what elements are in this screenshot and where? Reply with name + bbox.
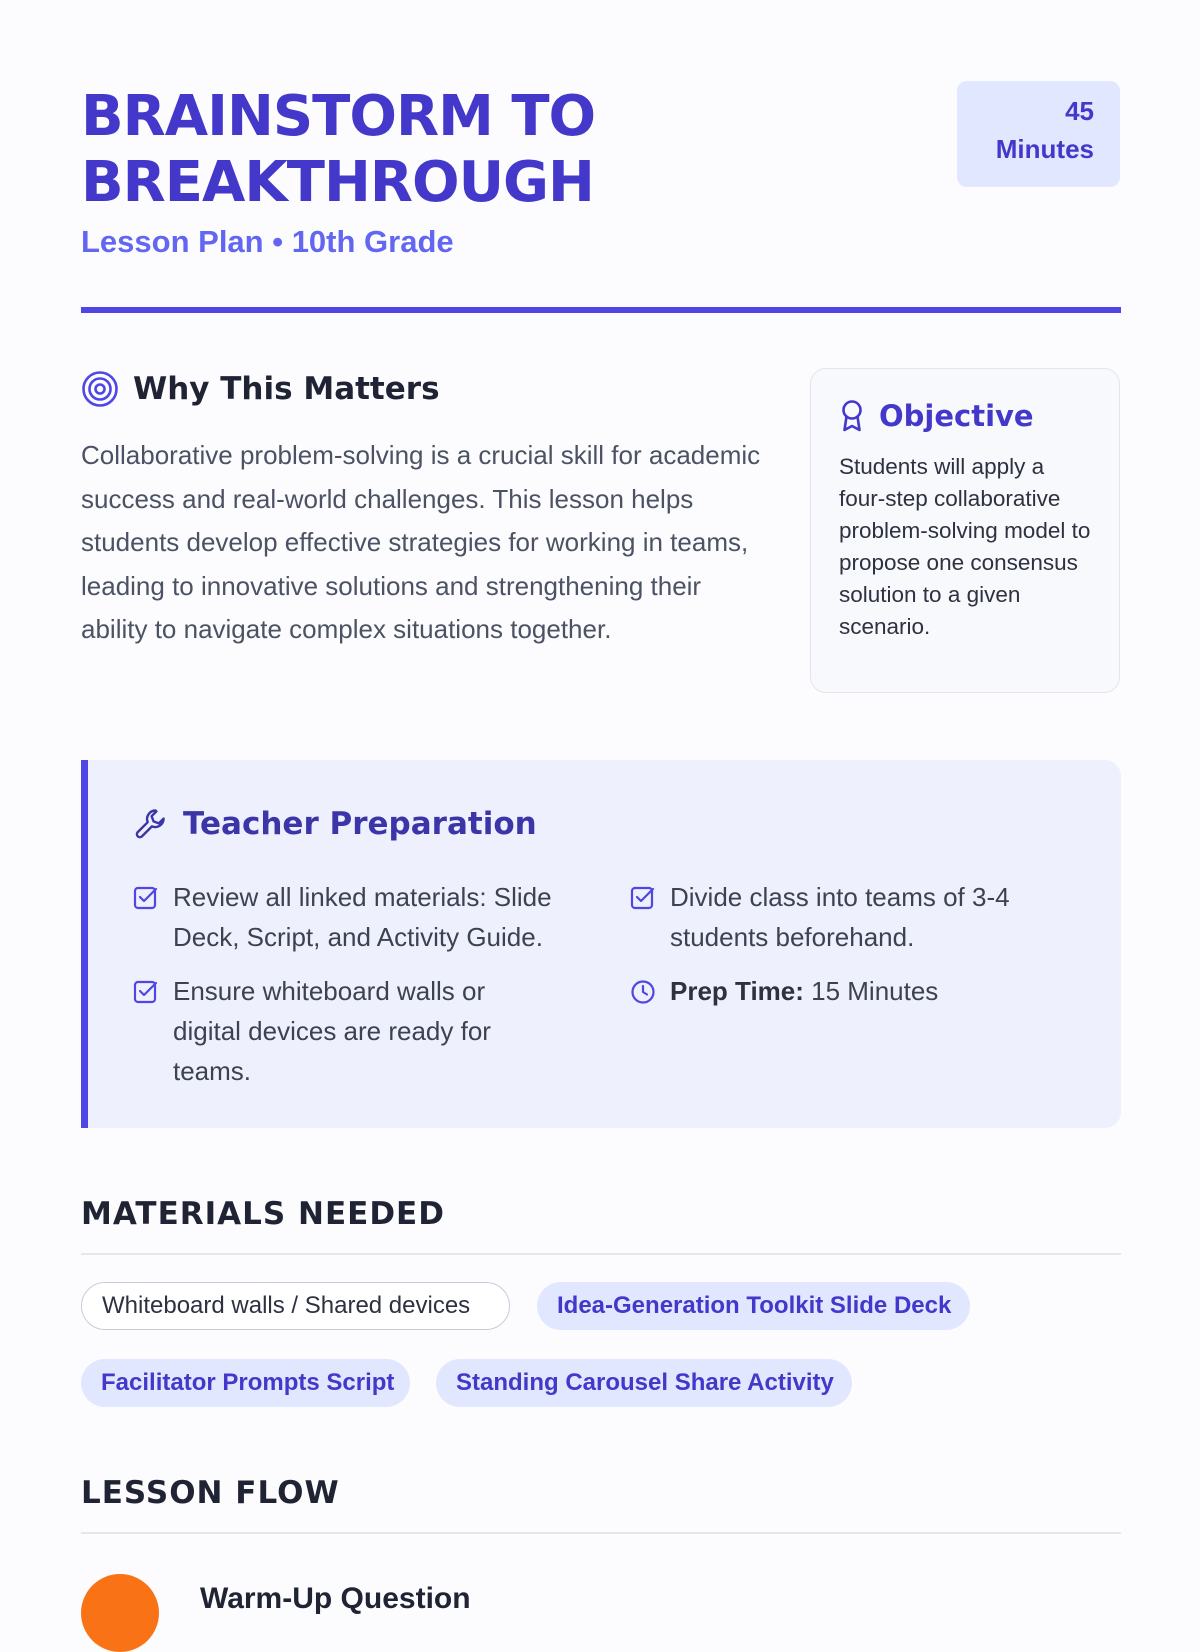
objective-heading-text: Objective — [879, 399, 1034, 433]
prep-item — [133, 971, 553, 1091]
objective-text: Students will apply a four-step collaborative problem-solving model to propose one consensus solution to a given scenario. — [839, 454, 1091, 639]
checkbox-icon — [133, 979, 159, 1005]
prep-item-text: Divide class into teams of 3-4 students beforehand. — [670, 882, 1010, 952]
material-link-activity[interactable]: Standing Carousel Share Activity — [436, 1359, 852, 1407]
prep-item — [630, 877, 1080, 957]
duration-unit: Minutes — [995, 134, 1094, 164]
prep-heading-text: Teacher Preparation — [183, 806, 537, 842]
material-link-slide-deck[interactable]: Idea-Generation Toolkit Slide Deck — [537, 1282, 970, 1330]
objective-card — [810, 368, 1120, 693]
material-chip: Whiteboard walls / Shared devices — [81, 1282, 510, 1330]
prep-time-text — [670, 971, 938, 1011]
objective-heading — [839, 399, 1091, 433]
duration-badge — [957, 81, 1120, 187]
prep-time-label: Prep Time: — [670, 976, 804, 1006]
prep-time — [630, 971, 1080, 1011]
prep-item-text: Review all linked materials: Slide Deck, Script, and Activity Guide. — [173, 882, 552, 952]
prep-item-text: Ensure whiteboard walls or digital devices are ready for teams. — [173, 976, 491, 1086]
why-heading — [81, 370, 440, 408]
why-text: Collaborative problem-solving is a crucial skill for academic success and real-world challenges. This lesson helps students develop effective strategies for working in teams, leading to innovative solutions and strengthening their ability to navigate complex situations together. — [81, 440, 761, 644]
clock-icon — [630, 979, 656, 1005]
materials-heading: MATERIALS NEEDED — [81, 1196, 445, 1232]
material-link-script[interactable]: Facilitator Prompts Script — [81, 1359, 410, 1407]
duration-value: 45 — [1065, 96, 1094, 126]
why-heading-text: Why This Matters — [133, 371, 440, 407]
header-divider — [81, 307, 1121, 313]
prep-heading — [133, 806, 537, 842]
lesson-flow-divider — [81, 1532, 1121, 1534]
prep-time-value: 15 Minutes — [803, 976, 939, 1006]
target-icon — [81, 370, 119, 408]
prep-item — [133, 877, 573, 957]
teacher-preparation — [81, 760, 1121, 1128]
lesson-title: BRAINSTORM TO BREAKTHROUGH — [81, 84, 596, 215]
checkbox-icon — [630, 885, 656, 911]
flow-step-marker — [81, 1574, 159, 1652]
materials-divider — [81, 1253, 1121, 1255]
award-icon — [839, 399, 865, 433]
lesson-flow-heading: LESSON FLOW — [81, 1475, 340, 1511]
flow-step-title: Warm-Up Question — [200, 1582, 471, 1615]
wrench-icon — [133, 806, 169, 842]
lesson-subtitle: Lesson Plan • 10th Grade — [81, 224, 454, 259]
checkbox-icon — [133, 885, 159, 911]
